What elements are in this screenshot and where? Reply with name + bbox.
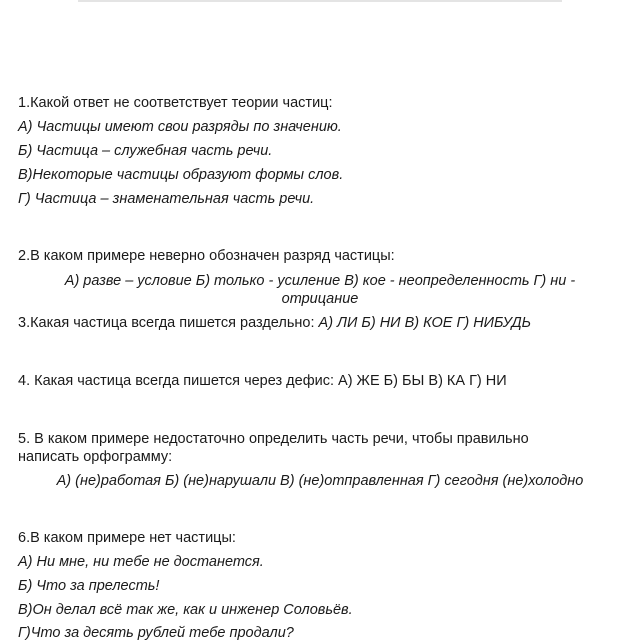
question-6-option-d: Г)Что за десять рублей тебе продали? — [18, 625, 294, 640]
question-3 — [18, 314, 531, 332]
question-5-text-line-1: 5. В каком примере недостаточно определить часть речи, чтобы правильно — [18, 431, 529, 447]
question-1-option-a: А) Частицы имеют свои разряды по значению. — [18, 119, 342, 135]
question-5-text-line-2: написать орфограмму: — [18, 449, 173, 465]
question-6-text: 6.В каком примере нет частицы: — [18, 530, 236, 546]
question-6-option-a: А) Ни мне, ни тебе не достанется. — [18, 554, 264, 570]
question-4-text: 4. Какая частица всегда пишется через дефис: А) ЖЕ Б) БЫ В) КА Г) НИ — [18, 373, 507, 389]
question-2-options-line-2: отрицание — [281, 291, 359, 307]
question-6-option-c: В)Он делал всё так же, как и инженер Соловьёв. — [18, 602, 353, 618]
question-5-options: А) (не)работая Б) (не)нарушали В) (не)отправленная Г) сегодня (не)холодно — [56, 473, 584, 489]
top-divider — [78, 0, 562, 2]
question-2-text: 2.В каком примере неверно обозначен разряд частицы: — [18, 248, 395, 264]
question-1-option-d: Г) Частица – знаменательная часть речи. — [18, 191, 315, 207]
question-3-text: 3.Какая частица всегда пишется раздельно: — [18, 315, 319, 331]
question-1-option-b: Б) Частица – служебная часть речи. — [18, 143, 273, 159]
question-1-text: 1.Какой ответ не соответствует теории частиц: — [18, 95, 333, 111]
question-1-option-c: В)Некоторые частицы образуют формы слов. — [18, 167, 344, 183]
question-6-option-b: Б) Что за прелесть! — [18, 578, 160, 594]
question-3-options: А) ЛИ Б) НИ В) КОЕ Г) НИБУДЬ — [318, 315, 532, 331]
question-2-options-line-1: А) разве – условие Б) только - усиление В) кое - неопределенность Г) ни - — [64, 273, 576, 289]
